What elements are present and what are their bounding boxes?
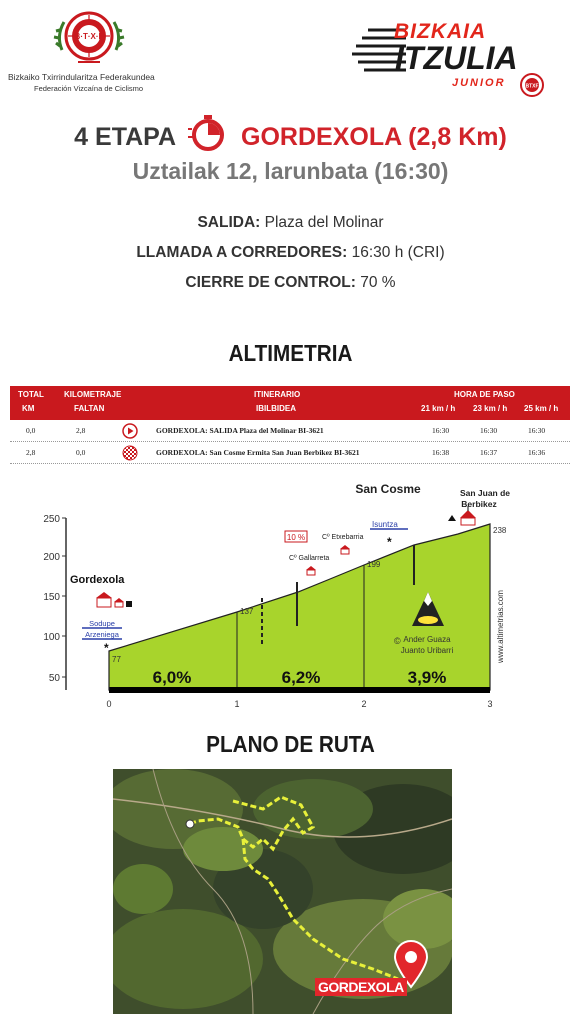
table-row <box>10 442 570 464</box>
gradient-1: 6,0% <box>152 668 192 687</box>
isuntza-label: Isuntza <box>372 520 398 529</box>
cell-time-23: 16:37 <box>480 448 498 457</box>
x-tick-0: 0 <box>106 699 112 709</box>
info-salida <box>0 214 581 232</box>
itinerary-table <box>10 386 570 464</box>
y-tick-150: 150 <box>43 592 60 603</box>
map-town-label: GORDEXOLA <box>315 978 407 996</box>
salida-value: Plaza del Molinar <box>264 214 384 231</box>
start-town-label: Gordexola <box>70 574 125 586</box>
cell-time-23: 16:30 <box>480 426 498 435</box>
elevation-profile <box>0 478 581 718</box>
stage-title <box>0 115 581 158</box>
star-icon: * <box>387 535 392 549</box>
road-sign <box>82 618 122 640</box>
federation-logo <box>50 6 128 70</box>
col-hora: HORA DE PASO <box>454 390 515 399</box>
cell-time-21: 16:38 <box>432 448 450 457</box>
copyright-icon: © <box>394 636 401 646</box>
salida-label: SALIDA: <box>197 214 261 231</box>
x-tick-1: 1 <box>234 699 240 709</box>
cierre-value: 70 % <box>360 274 396 291</box>
stopwatch-icon <box>188 115 228 158</box>
y-tick-100: 100 <box>43 632 60 643</box>
y-tick-250: 250 <box>43 514 60 525</box>
info-llamada <box>0 244 581 262</box>
cierre-label: CIERRE DE CONTROL: <box>185 274 356 291</box>
etxebarria-label: Cº Etxebarria <box>322 534 364 541</box>
finish-label-2: Berbikez <box>461 499 497 509</box>
elev-77: 77 <box>112 655 121 664</box>
col-speed-21: 21 km / h <box>421 404 456 413</box>
table-row <box>10 420 570 442</box>
start-marker <box>186 820 194 828</box>
race-logo-badge-text: BTXF <box>525 83 539 90</box>
race-logo-badge <box>519 72 545 103</box>
col-faltan: FALTAN <box>74 404 105 413</box>
elev-137: 137 <box>240 607 254 616</box>
llamada-value: 16:30 h (CRI) <box>351 244 445 261</box>
col-km: KM <box>22 404 35 413</box>
gradient-2: 6,2% <box>281 668 321 687</box>
san-cosme-label: San Cosme <box>355 482 421 496</box>
sign-sodupe: Sodupe <box>89 619 115 628</box>
info-cierre <box>0 274 581 292</box>
x-tick-3: 3 <box>487 699 493 709</box>
cell-faltan: 0,0 <box>76 448 86 457</box>
stage-number: 4 ETAPA <box>74 123 176 151</box>
federation-name-es: Federación Vizcaína de Ciclismo <box>34 84 144 93</box>
col-speed-23: 23 km / h <box>473 404 508 413</box>
watermark: www.altimetrias.com <box>496 590 505 663</box>
federation-name-eu: Bizkaiko Txirrindularitza Federakundea <box>8 72 155 82</box>
y-tick-200: 200 <box>43 552 60 563</box>
race-logo-sub: JUNIOR <box>452 77 506 89</box>
cell-total: 2,8 <box>26 448 36 457</box>
route-map <box>113 769 452 1014</box>
cell-faltan: 2,8 <box>76 426 86 435</box>
elev-199: 199 <box>367 560 381 569</box>
altimetria-title: ALTIMETRIA <box>228 340 353 366</box>
race-logo-main: ITZULIA <box>395 40 518 76</box>
start-icon <box>122 423 138 439</box>
col-itinerario: ITINERARIO <box>254 390 301 399</box>
col-speed-25: 25 km / h <box>524 404 559 413</box>
finish-flag-icon <box>122 445 138 461</box>
gradient-badge-text: 10 % <box>286 533 306 542</box>
elev-238: 238 <box>493 526 507 535</box>
cell-time-25: 16:36 <box>528 448 546 457</box>
col-total: TOTAL <box>18 390 44 399</box>
llamada-label: LLAMADA A CORREDORES: <box>136 244 348 261</box>
federation-badge-text: B·T·X·F <box>74 32 104 41</box>
x-tick-2: 2 <box>361 699 367 709</box>
cell-time-25: 16:30 <box>528 426 546 435</box>
itinerary-header <box>10 386 570 420</box>
house-icon <box>340 545 350 554</box>
race-logo-top: BIZKAIA <box>394 20 487 43</box>
col-kilometraje: KILOMETRAJE <box>64 390 122 399</box>
stage-date: Uztailak 12, larunbata (16:30) <box>132 158 449 184</box>
star-icon: * <box>104 641 109 655</box>
house-icon <box>96 592 132 607</box>
finish-label-1: San Juan de <box>459 488 511 498</box>
gallarreta-label: Cº Gallarreta <box>289 555 330 562</box>
stage-name: GORDEXOLA (2,8 Km) <box>241 123 507 151</box>
sign-arzeniega: Arzeniega <box>85 630 119 639</box>
cell-time-21: 16:30 <box>432 426 450 435</box>
y-tick-50: 50 <box>48 673 60 684</box>
cell-desc: GORDEXOLA: SALIDA Plaza del Molinar BI-3621 <box>156 426 324 435</box>
gradient-3: 3,9% <box>407 668 447 687</box>
credit-2: Juanto Uribarri <box>400 646 454 655</box>
credit-1: Ander Guaza <box>403 635 451 644</box>
col-ibilbidea: IBILBIDEA <box>256 404 296 413</box>
plano-title: PLANO DE RUTA <box>206 731 375 757</box>
cell-total: 0,0 <box>26 426 36 435</box>
house-icon <box>306 566 316 575</box>
cell-desc: GORDEXOLA: San Cosme Ermita San Juan Berbikez BI-3621 <box>156 448 360 457</box>
